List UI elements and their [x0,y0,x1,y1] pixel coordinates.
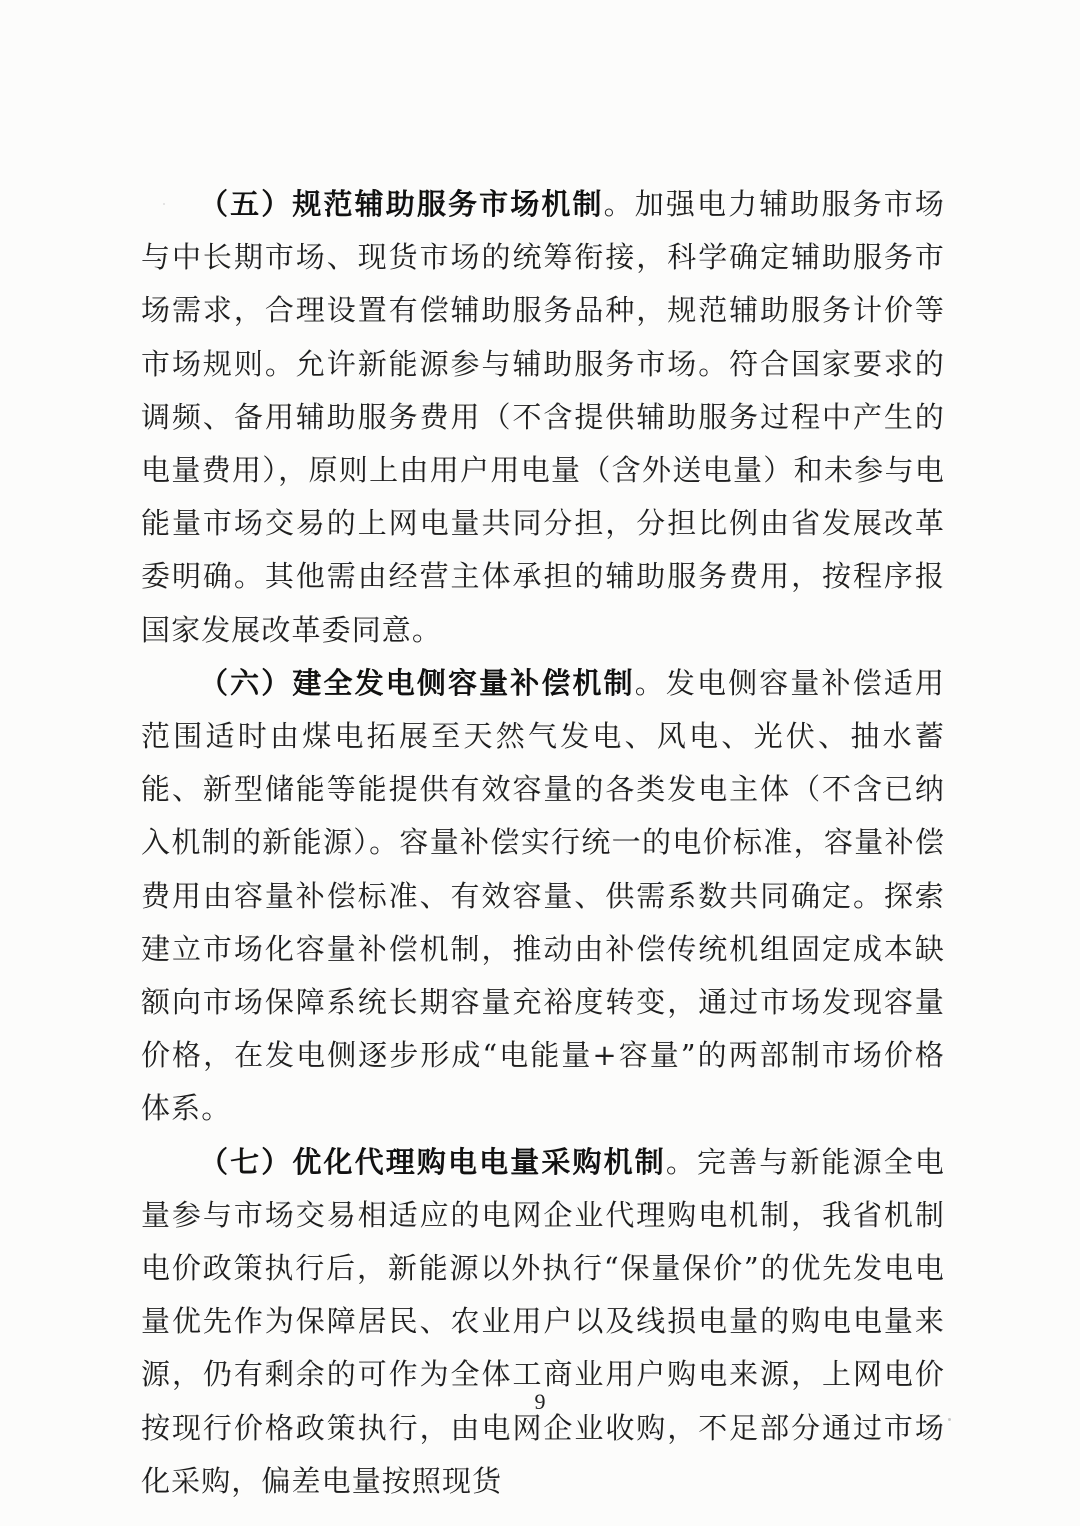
page-number: 9 [534,1389,546,1414]
section-heading-five: （五）规范辅助服务市场机制 [199,187,604,221]
document-body [141,178,945,1508]
section-heading-seven: （七）优化代理购电电量采购机制 [199,1144,666,1179]
paragraph-capacity-compensation [141,657,945,1136]
paragraph-text: 。发电侧容量补偿适用范围适时由煤电拓展至天然气发电、风电、光伏、抽水蓄能、新型储能等能提供有效容量的各类发电主体（不含已纳入机制的新能源）。容量补偿实行统一的电价标准，容量补偿费用由容量补偿标准、有效容量、供需系数共同确定。探索建立市场化容量补偿机制，推动由补偿传统机组固定成本缺额向市场保障系统长期容量充裕度转变，通过市场发现容量价格，在发电侧逐步形成“电能量+容量”的两部制市场价格体系。 [141,665,945,1126]
paragraph-auxiliary-service [141,178,945,657]
scan-speck [163,203,165,205]
paragraph-text: 。完善与新能源全电量参与市场交易相适应的电网企业代理购电机制，我省机制电价政策执行后，新能源以外执行“保量保价”的优先发电电量优先作为保障居民、农业用户以及线损电量的购电电量来源，仍有剩余的可作为全体工商业用户购电来源，上网电价按现行价格政策执行，由电网企业收购，不足部分通过市场化采购，偏差电量按照现货 [141,1144,945,1498]
paragraph-agency-purchase [141,1136,945,1508]
paragraph-text: 。加强电力辅助服务市场与中长期市场、现货市场的统筹衔接，科学确定辅助服务市场需求，合理设置有偿辅助服务品种，规范辅助服务计价等市场规则。允许新能源参与辅助服务市场。符合国家要求的调频、备用辅助服务费用（不含提供辅助服务过程中产生的电量费用），原则上由用户用电量（含外送电量）和未参与电能量市场交易的上网电量共同分担，分担比例由省发展改革委明确。其他需由经营主体承担的辅助服务费用，按程序报国家发展改革委同意。 [141,187,945,647]
section-heading-six: （六）建全发电侧容量补偿机制 [199,665,635,700]
scan-speck [948,1418,951,1421]
